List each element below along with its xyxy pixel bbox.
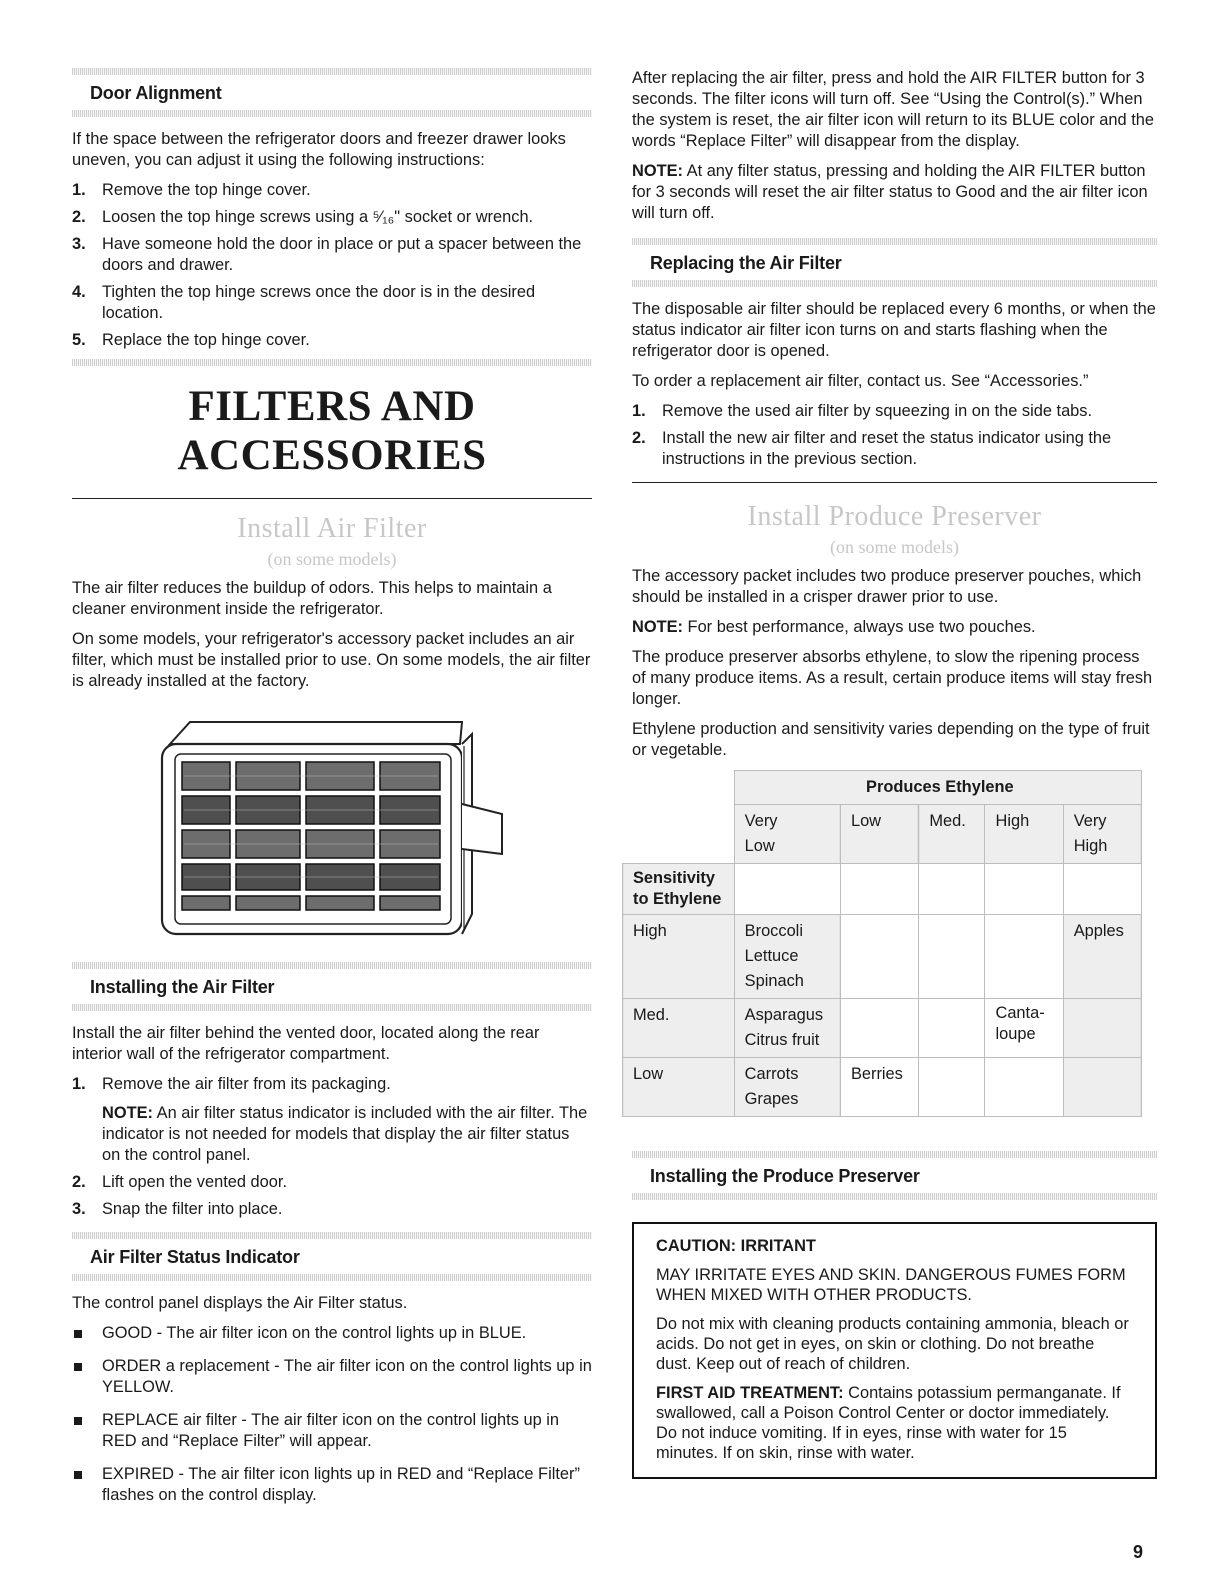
row-header: Sensitivity to Ethylene [623, 864, 735, 915]
caution-box [632, 1222, 1157, 1479]
install-air-filter-heading: Install Air Filter [237, 513, 427, 544]
column-header-text: Very High [1073, 812, 1108, 855]
note-label: NOTE: [632, 162, 683, 180]
table-cell [623, 771, 735, 805]
status-list [72, 1323, 592, 1506]
paragraph: The produce preserver absorbs ethylene, to slow the ripening process of many produce items. As a result, certain produce items will stay fresh longer. [632, 648, 1153, 708]
install-produce-preserver-subheading: (on some models) [830, 537, 959, 557]
step-text: Loosen the top hinge screws using a ⁵⁄₁₆" socket or wrench. [102, 208, 534, 226]
table-cell: Apples [1063, 915, 1141, 999]
table-cell [985, 864, 1063, 915]
note-text: An air filter status indicator is included with the air filter. The indicator is not needed for models that display the air filter status on the control panel. [102, 1104, 588, 1164]
divider [632, 280, 1157, 287]
list-item [632, 401, 1157, 422]
list-item [72, 1074, 592, 1166]
column-header-text: Very Low [744, 812, 778, 855]
row-label: High [623, 915, 735, 999]
paragraph: Ethylene production and sensitivity varies depending on the type of fruit or vegetable. [632, 720, 1150, 759]
note-label: NOTE: [102, 1104, 153, 1122]
list-item [72, 234, 592, 276]
divider [72, 1274, 592, 1281]
caution-instructions: Do not mix with cleaning products containing ammonia, bleach or acids. Do not get in eyes, on skin or clothing. Do not breathe dust. Keep out of reach of children. [656, 1315, 1129, 1373]
install-air-filter-subheading: (on some models) [267, 549, 397, 569]
table-row [623, 1058, 1142, 1117]
table-cell [1063, 999, 1141, 1058]
list-item [72, 207, 592, 228]
paragraph: If the space between the refrigerator doors and freezer drawer looks uneven, you can adjust it using the following instructions: [72, 130, 566, 169]
table-cell: Carrots Grapes [734, 1058, 840, 1117]
paragraph: The accessory packet includes two produce preserver pouches, which should be installed in a crisper drawer prior to use. [632, 567, 1142, 606]
table-cell [919, 864, 985, 915]
bullet-icon [74, 1363, 82, 1371]
table-cell [919, 999, 985, 1058]
step-number: 3. [72, 235, 86, 253]
note-text: At any filter status, pressing and holding the AIR FILTER button for 3 seconds will reset the air filter status to Good and the air filter icon will turn off. [632, 162, 1148, 222]
left-column [72, 68, 592, 1518]
table-cell [919, 1058, 985, 1117]
table-cell [985, 915, 1063, 999]
step-number: 4. [72, 283, 86, 301]
list-item [72, 282, 592, 324]
step-number: 1. [72, 1075, 86, 1093]
table-cell [840, 915, 918, 999]
divider [72, 68, 592, 75]
step-text: Lift open the vented door. [102, 1173, 287, 1191]
column-header [734, 805, 840, 864]
caution-title: CAUTION: IRRITANT [656, 1237, 816, 1255]
divider [72, 1004, 592, 1011]
bullet-text: GOOD - The air filter icon on the control lights up in BLUE. [102, 1324, 527, 1342]
list-item [632, 428, 1157, 470]
door-alignment-steps [72, 180, 592, 351]
paragraph: On some models, your refrigerator's accessory packet includes an air filter, which must be installed prior to use. On some models, the air filter is already installed at the factory. [72, 630, 591, 690]
paragraph: After replacing the air filter, press and hold the AIR FILTER button for 3 seconds. The filter icons will turn off. See “Using the Control(s).” When the system is reset, the air filter icon will return to its BLUE color and the words “Replace Filter” will disappear from the display. [632, 69, 1154, 150]
note-label: NOTE: [632, 618, 683, 636]
installing-steps [72, 1074, 592, 1220]
note-paragraph [632, 617, 1157, 638]
status-indicator-section [72, 1232, 592, 1506]
step-number: 2. [72, 208, 86, 226]
section-rule [632, 482, 1157, 483]
first-aid-paragraph [656, 1383, 1133, 1463]
paragraph: To order a replacement air filter, contact us. See “Accessories.” [632, 372, 1089, 390]
bullet-icon [74, 1417, 82, 1425]
paragraph: Install the air filter behind the vented door, located along the rear interior wall of the refrigerator compartment. [72, 1024, 540, 1063]
step-text: Have someone hold the door in place or put a spacer between the doors and drawer. [102, 235, 582, 274]
bullet-icon [74, 1471, 82, 1479]
column-header: Low [840, 805, 918, 864]
paragraph: The air filter reduces the buildup of odors. This helps to maintain a cleaner environment inside the refrigerator. [72, 579, 552, 618]
step-number: 2. [632, 429, 646, 447]
list-item [72, 1410, 592, 1452]
table-row [623, 999, 1142, 1058]
table-cell [985, 1058, 1063, 1117]
section-heading: Replacing the Air Filter [650, 253, 842, 273]
step-number: 2. [72, 1173, 86, 1191]
section-heading: Door Alignment [90, 83, 222, 103]
step-number: 3. [72, 1200, 86, 1218]
list-item [72, 1172, 592, 1193]
divider [632, 1193, 1157, 1200]
divider [72, 1232, 592, 1239]
table-cell [919, 915, 985, 999]
caution-warning: MAY IRRITATE EYES AND SKIN. DANGEROUS FUMES FORM WHEN MIXED WITH OTHER PRODUCTS. [656, 1266, 1126, 1304]
list-item [72, 1323, 592, 1344]
list-item [72, 1199, 592, 1220]
column-header [1063, 805, 1141, 864]
paragraph: The control panel displays the Air Filter status. [72, 1294, 408, 1312]
table-row [623, 771, 1142, 805]
air-filter-illustration [72, 704, 592, 944]
step-text: Replace the top hinge cover. [102, 331, 310, 349]
step-text: Tighten the top hinge screws once the door is in the desired location. [102, 283, 536, 322]
table-cell [840, 864, 918, 915]
divider [632, 238, 1157, 245]
table-cell: Asparagus Citrus fruit [734, 999, 840, 1058]
door-alignment-section [72, 68, 592, 366]
table-row [623, 864, 1142, 915]
right-column [632, 68, 1157, 1479]
bullet-text: EXPIRED - The air filter icon lights up in RED and “Replace Filter” flashes on the control display. [102, 1465, 580, 1504]
paragraph: The disposable air filter should be replaced every 6 months, or when the status indicator air filter icon turns on and starts flashing when the refrigerator door is opened. [632, 300, 1156, 360]
page-title: FILTERS AND ACCESSORIES [177, 383, 487, 479]
section-heading: Installing the Air Filter [90, 977, 275, 997]
list-item [72, 1356, 592, 1398]
page-number: 9 [1132, 1542, 1143, 1562]
table-cell [1063, 1058, 1141, 1117]
title-rule [72, 498, 592, 499]
installing-air-filter-section [72, 962, 592, 1220]
column-header: High [985, 805, 1063, 864]
table-row [623, 805, 1142, 864]
replacing-steps [632, 401, 1157, 470]
note-text: For best performance, always use two pouches. [683, 618, 1036, 636]
section-heading: Air Filter Status Indicator [90, 1247, 300, 1267]
step-text: Remove the used air filter by squeezing in on the side tabs. [662, 402, 1093, 420]
column-header: Med. [919, 805, 985, 864]
first-aid-label: FIRST AID TREATMENT: [656, 1384, 844, 1402]
section-heading: Installing the Produce Preserver [650, 1166, 920, 1186]
table-cell: Broccoli Lettuce Spinach [734, 915, 840, 999]
step-number: 5. [72, 331, 86, 349]
table-cell: Canta- loupe [985, 999, 1063, 1058]
bullet-text: REPLACE air filter - The air filter icon on the control lights up in RED and “Replace Filter” will appear. [102, 1411, 560, 1450]
list-item [72, 180, 592, 201]
step-text: Remove the air filter from its packaging. [102, 1075, 391, 1093]
table-cell: Berries [840, 1058, 918, 1117]
divider [72, 110, 592, 117]
divider [632, 1151, 1157, 1158]
table-cell [840, 999, 918, 1058]
replacing-section [632, 238, 1157, 470]
row-label: Med. [623, 999, 735, 1058]
install-produce-preserver-heading: Install Produce Preserver [747, 501, 1042, 532]
step-text: Install the new air filter and reset the status indicator using the instructions in the previous section. [662, 429, 1112, 468]
divider [72, 359, 592, 366]
note-paragraph [632, 161, 1157, 224]
step-number: 1. [72, 181, 86, 199]
step-text: Remove the top hinge cover. [102, 181, 311, 199]
table-header: Produces Ethylene [734, 771, 1141, 805]
table-cell [1063, 864, 1141, 915]
installing-preserver-section [632, 1151, 1157, 1200]
row-label: Low [623, 1058, 735, 1117]
table-cell [623, 805, 735, 864]
bullet-text: ORDER a replacement - The air filter icon on the control lights up in YELLOW. [102, 1357, 592, 1396]
step-number: 1. [632, 402, 646, 420]
list-item [72, 330, 592, 351]
ethylene-table [622, 770, 1142, 1117]
bullet-icon [74, 1330, 82, 1338]
divider [72, 962, 592, 969]
step-text: Snap the filter into place. [102, 1200, 283, 1218]
list-item [72, 1464, 592, 1506]
first-aid-text: Contains potassium permanganate. If swallowed, call a Poison Control Center or doctor immediately. Do not induce vomiting. If in eyes, rinse with water for 15 minutes. If on skin, rinse with water. [656, 1384, 1121, 1462]
table-row [623, 915, 1142, 999]
table-cell [734, 864, 840, 915]
